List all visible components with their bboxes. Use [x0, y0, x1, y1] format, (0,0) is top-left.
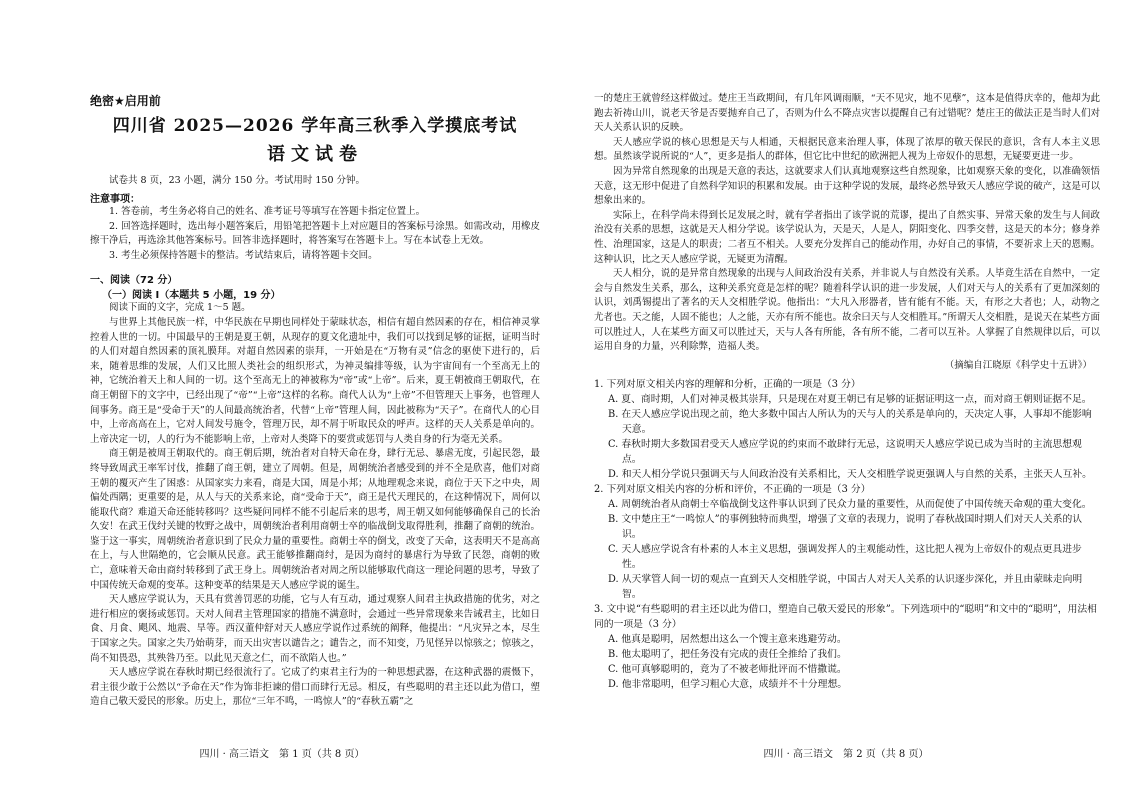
- question-stem: 2. 下列对原文相关内容的分析和评价，不正确的一项是（3 分）: [594, 483, 871, 495]
- question-stem: 3. 文中说“有些聪明的君主还以此为借口，塑造自己敬天爱民的形象”。下列选项中的“聪明”和文中的“聪明”，用法相同的一项是（3 分）: [594, 603, 1097, 630]
- option-b: B. 他太聪明了，把任务没有完成的责任全推给了我们。: [608, 648, 847, 660]
- notice-item: 1. 答卷前，考生务必将自己的姓名、准考证号等填写在答题卡指定位置上。: [109, 206, 426, 217]
- reading-paragraph: 商王朝是被周王朝取代的。商王朝后期，统治者对自特天命在身，肆行无忌、暴虐无度，引起民怨，最终导致周武王率军讨伐，推翻了商王朝，建立了周朝。但是，周朝统治者感受到的并不全是欣喜，他们对商王朝的覆灭产生了困惑：从国家实力来看，商是大国，周是小邦；从地理观念来说，商位于天下之中央，周偏处西隅；更重要的是，从人与天的关系来论，商“受命于天”，商王是代天理民的，在这种情况下，周何以能取代商？难道天命还能转移吗？这些疑问同样不能不引起后来的思考，周王朝又如何能够确保自己的长治久安！在武王伐纣关键的牧野之战中，周朝统治者利用商朝士卒的临战倒戈取得胜利，推翻了商朝的统治。鉴于这一事实，周朝统治者意识到了民众力量的重要性。商朝士卒的倒戈，改变了天命，这表明天不是高高在上，与人世隔绝的，它会顺从民意。武王能够推翻商纣，是因为商纣的暴虐行为导致了民怨，商朝的败亡，意味着天命由商纣转移到了武王身上。周朝统治者对周之所以能够取代商这一理论问题的思考，导致了中国传统天命观的变革。这种变革的结果是天人感应学说的诞生。: [90, 448, 540, 591]
- source-citation: （摘编自江晓原《科学史十五讲》）: [944, 359, 1092, 371]
- option-d: D. 和天人相分学说只强调天与人间政治没有关系相比，天人交相胜学说更强调人与自然的关系，主张天人互补。: [608, 468, 1092, 480]
- option-d: D. 从天掌管人间一切的观点一直到天人交相胜学说，中国古人对天人关系的认识逐步深化，并且由蒙昧走向明智。: [608, 573, 1083, 600]
- reading-paragraph: 天人感应学说认为，天具有赏善罚恶的功能，它与人有互动，通过观察人间君主执政措施的优劣，对之进行相应的褒扬或惩罚。天对人间君主管理国家的措施不满意时，会通过一些异常现象来告诫君主，比如日食、月食、飓风、地震、旱等。西汉董仲舒对天人感应学说作过系统的阐释，他提出：“凡灾异之本，尽生于国家之失。国家之失乃始萌芽，而天出灾害以谴告之；谴告之，而不知变，乃见怪异以惊骇之；惊骇之，尚不知畏恐，其殃咎乃至。以此见天意之仁，而不欲陷人也。”: [90, 594, 540, 664]
- subsection-title: （一）阅读 Ⅰ（本题共 5 小题，19 分）: [102, 290, 281, 302]
- exam-title: 四川省 2025—2026 学年高三秋季入学摸底考试: [112, 116, 518, 136]
- secret-label: 绝密★启用前: [90, 94, 161, 108]
- notice-title: 注意事项：: [90, 194, 140, 205]
- option-b: B. 在天人感应学说出现之前，绝大多数中国古人所认为的天与人的关系是单向的，天决定人事，人事却不能影响天意。: [608, 408, 1092, 435]
- option-a: A. 他真是聪明，居然想出这么一个馊主意来逃避劳动。: [608, 633, 847, 645]
- option-d: D. 他非常聪明，但学习粗心大意，成绩并不十分理想。: [608, 678, 848, 690]
- option-c: C. 春秋时期大多数国君受天人感应学说的约束而不敢肆行无忌，这说明天人感应学说已成为当时的主流思想观点。: [608, 438, 1082, 465]
- footer-text: 四川 · 高三语文 第 2 页（共 8 页）: [763, 749, 929, 760]
- page-2: [564, 0, 1128, 800]
- reading-paragraph: 实际上，在科学尚未得到长足发展之时，就有学者指出了该学说的荒谬，提出了自然实事、异常天象的发生与人间政治没有关系的思想，这就是天人相分学说。该学说认为，天是天，人是人，阴阳变化、四季交替，这是天的本分；修身养性、治理国家，这是人的职责；二者互不相关。人要充分发挥自己的能动作用，办好自己的事情，不要祈求上天的恩赐。这种认识，比之天人感应学说，无疑更为清醒。: [594, 209, 1100, 265]
- option-a: A. 夏、商时期，人们对神灵极其崇拜，只是现在对夏王朝已有足够的证据证明这一点，而对商王朝则证据不足。: [608, 393, 1092, 405]
- reading-paragraph: 与世界上其他民族一样，中华民族在早期也同样处于蒙昧状态，相信有超自然因素的存在，相信神灵掌控着人世的一切。中国最早的王朝是夏王朝，从现存的夏文化遗址中，我们可以找到足够的证据，证明当时的人们对超自然因素的顶礼膜拜。对超自然因素的崇拜，一开始是在“万物有灵”信念的驱使下进行的，后来，随着思维的发展，人们又比照人类社会的组织形式，为神灵编排等级，认为宇宙间有一个至高无上的神，它统治着天上和人间的一切。这个至高无上的神被称为“帝”或“上帝”。后来，夏王朝被商王朝取代，在商王朝留下的文字中，已经出现了“帝”“上帝”这样的名称。商代人认为“上帝”不但管理天上事务，也管理人间事务。商王是“受命于天”的人间最高统治者，代替“上帝”管理人间，因此被称为“天子”。在商代人的心目中，上帝高高在上，它对人间发号施令，管理万民，却不屑于听取民众的呼声。这样的天人关系是单向的。上帝决定一切，人的行为不能影响上帝，上帝对人类降下的要赏或惩罚与人类自身的行为毫无关系。: [90, 316, 540, 445]
- page-footer: [564, 745, 1128, 760]
- question-2: [594, 482, 1100, 602]
- reading-paragraph: 天人感应学说在春秋时期已经很流行了。它成了约束君主行为的一种思想武器，在这种武器的震慑下，君主很少敢于公然以“予命在天”作为饰非拒谏的借口而肆行无忌。相反，有些聪明的君主还以此为借口，塑造自己敬天爱民的形象。历史上，那位“三年不鸣，一鸣惊人”的“春秋五霸”之: [90, 667, 540, 708]
- notice-item: 3. 考生必须保持答题卡的整洁。考试结束后，请将答题卡交回。: [109, 249, 378, 261]
- instruction: 阅读下面的文字，完成 1～5 题。: [109, 302, 251, 314]
- page-footer: [0, 745, 564, 760]
- exam-subject: 语文试卷: [267, 144, 363, 165]
- question-1: [594, 377, 1100, 482]
- reading-paragraph: 一的楚庄王就曾经这样做过。楚庄王当政期间，有几年风调雨顺，“天不见灾，地不见孽”，这本是值得庆幸的，他却为此跑去祈祷山川，说老天爷是否要抛弃自己了，否则为什么不降点灾害以提醒自己有过错呢？楚庄王的做法正是当时人们对天人关系认识的反映。: [594, 93, 1100, 134]
- question-3: [594, 602, 1100, 692]
- section-title: 一、阅读（72 分）: [90, 275, 178, 287]
- question-stem: 1. 下列对原文相关内容的理解和分析，正确的一项是（3 分）: [594, 378, 861, 390]
- option-c: C. 天人感应学说含有朴素的人本主义思想，强调发挥人的主观能动性，这比把人视为上帝奴仆的观点更具进步性。: [608, 543, 1082, 570]
- option-c: C. 他可真够聪明的，竟为了不被老师批评而不惜撒谎。: [608, 663, 847, 675]
- reading-paragraph: 天人感应学说的核心思想是天与人相通，天根据民意来治理人事，体现了浓厚的敬天保民的意识，含有人本主义思想。虽然该学说所说的“人”，更多是指人的群体，但它比中世纪的欧洲把人视为上帝奴仆的思想，无疑要更进一步。: [594, 136, 1100, 163]
- exam-info: 试卷共 8 页，23 小题，满分 150 分。考试用时 150 分钟。: [109, 175, 366, 186]
- option-a: A. 周朝统治者从商朝士卒临战倒戈这件事认识到了民众力量的重要性，从而促使了中国传统天命观的重大变化。: [608, 498, 1092, 510]
- reading-paragraph: 天人相分，说的是异常自然现象的出现与人间政治没有关系，并非说人与自然没有关系。人毕竟生活在自然中，一定会与自然发生关系，那么，这种关系究竟是怎样的呢？随着科学认识的进一步发展，人们对天与人的关系有了更加深刻的认识，刘禹锡提出了著名的天人交相胜学说。他指出：“大凡入形器者，皆有能有不能。天，有形之大者也；人，动物之尤者也。天之能，人固不能也；人之能，天亦有所不能也。故余曰天与人交相胜耳。”所谓天人交相胜，是说天在某些方面可以胜过人，人在某些方面又可以胜过天，天与人各有所能，各有所不能，二者可以互补。人掌握了自然规律以后，可以运用自身的力量，兴利除弊，造福人类。: [594, 268, 1100, 353]
- footer-text: 四川 · 高三语文 第 1 页（共 8 页）: [199, 749, 365, 760]
- notice-item: 2. 回答选择题时，选出每小题答案后，用铅笔把答题卡上对应题目的答案标号涂黑。如需改动，用橡皮擦干净后，再选涂其他答案标号。回答非选择题时，将答案写在答题卡上。写在本试卷上无效。: [90, 220, 540, 247]
- reading-paragraph: 因为异常自然现象的出现是天意的表达，这就要求人们认真地观察这些自然现象，比如观察天象的变化，以准确领悟天意，这无形中促进了自然科学知识的积累和发展。由于这种学说的发展，最终必然导致天人感应学说的破产，这是可以想象出来的。: [594, 165, 1100, 207]
- option-b: B. 文中楚庄王“一鸣惊人”的事例独特而典型，增强了文章的表现力，说明了春秋战国时期人们对天人关系的认识。: [608, 513, 1083, 540]
